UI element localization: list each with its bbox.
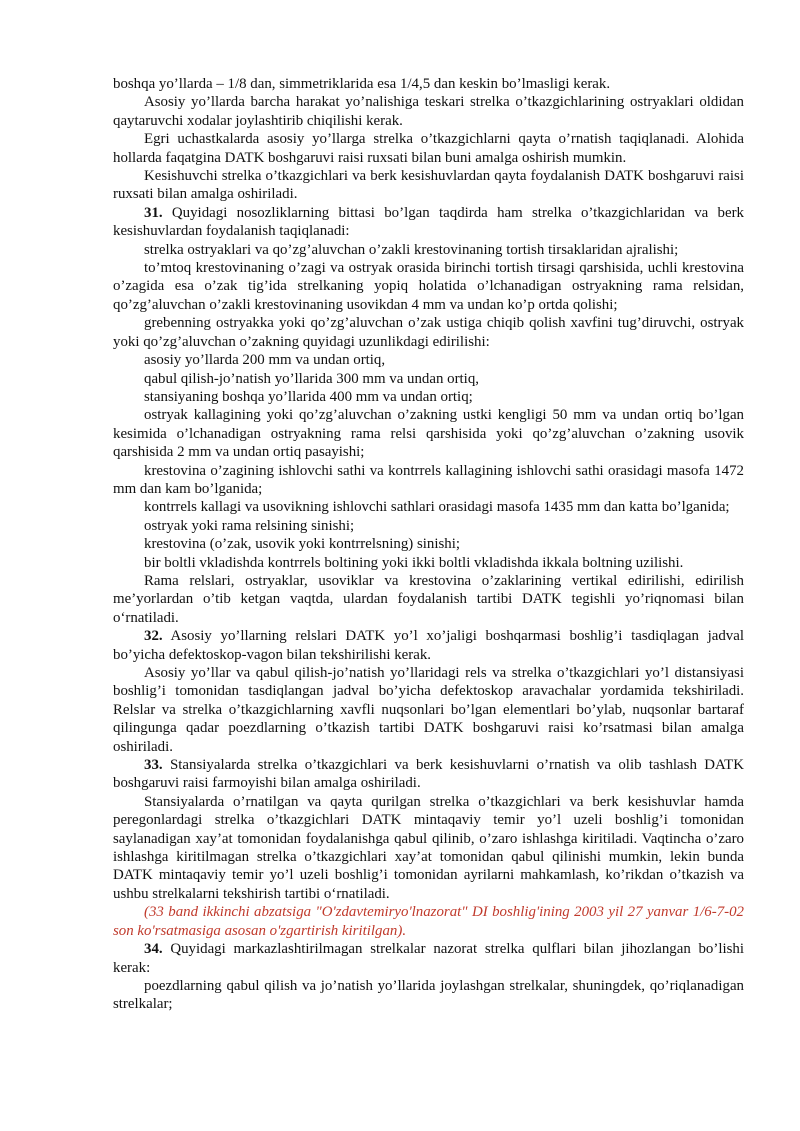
paragraph: Stansiyalarda o’rnatilgan va qayta qurilgan strelka o’tkazgichlari va berk kesishuvlar hamda peregonlardagi strelka o’tkazgichlari DATK mintaqaviy temir yo’l uzeli boshlig’i tomonidan saylanadigan xay’at tomonidan foydalanishga qabul qilinib, o’zaro ishlashga kiritiladi. Vaqtincha o’zaro ishlashga kiritilmagan strelka o’tkazgichlari xay’at tomonidan qabul qilinishi mumkin, lekin bunda DATK mintaqaviy temir yo’l uzeli boshlig’i tomonidan ayrilarni mahkamlash, ko’rikdan o’tkazish va ushbu strelkalarni tekshirish tartibi o‘rnatiladi. <box>113 793 744 902</box>
section-number: 32. <box>144 628 163 645</box>
list-item: asosiy yo’llarda 200 mm va undan ortiq, <box>144 352 386 369</box>
section-number: 34. <box>144 941 163 958</box>
list-item: poezdlarning qabul qilish va jo’natish yo’llarida joylashgan strelkalar, shuningdek, qo’riqlanadigan strelkalar; <box>113 977 744 1013</box>
list-item: grebenning ostryakka yoki qo’zg’aluvchan o’zak ustiga chiqib qolish xavfini tug’diruvchi, ostryak yoki qo’zg’aluvchan o’zakning quyidagi uzunlikdagi edirilishi: <box>113 315 744 350</box>
section-32: 32. Asosiy yo’llarning relslari DATK yo’l xo’jaligi boshqarmasi boshlig’i tasdiqlagan jadval bo’yicha defektoskop-vagon bilan tekshirilishi kerak. <box>113 628 744 663</box>
section-number: 33. <box>144 757 163 774</box>
section-34: 34. Quyidagi markazlashtirilmagan strelkalar nazorat strelka qulflari bilan jihozlangan bo’lishi kerak: <box>113 941 744 976</box>
paragraph: Rama relslari, ostryaklar, usoviklar va krestovina o’zaklarining vertikal edirilishi, edirilish me’yorlardan o’tib ketgan vaqtda, ulardan foydalanish tartibi DATK tegishli yo’riqnomasi bilan o‘rnatiladi. <box>113 572 744 626</box>
list-item: krestovina (o’zak, usovik yoki kontrrelsning) sinishi; <box>144 536 460 553</box>
section-number: 31. <box>144 204 163 221</box>
paragraph: Egri uchastkalarda asosiy yo’llarga strelka o’tkazgichlarni qayta o’rnatish taqiqlanadi. Alohida hollarda faqatgina DATK boshgaruvi raisi ruxsati bilan buni amalga oshirish mumkin. <box>113 131 744 166</box>
paragraph: Asosiy yo’llarda barcha harakat yo’nalishiga teskari strelka o’tkazgichlarining ostryaklari oldidan qaytaruvchi xodalar joylashtirib chiqilishi kerak. <box>113 94 744 129</box>
amendment-note: (33 band ikkinchi abzatsiga "O'zdavtemiryo'lnazorat" DI boshlig'ining 2003 yil 27 yanvar 1/6-7-02 son ko'rsatmasiga asosan o'zgartirish kiritilgan). <box>113 904 744 939</box>
list-item: krestovina o’zagining ishlovchi sathi va kontrrels kallagining ishlovchi sathi orasidagi masofa 1472 mm dan kam bo’lganida; <box>113 462 744 497</box>
list-item: qabul qilish-jo’natish yo’llarida 300 mm va undan ortiq, <box>144 370 479 387</box>
paragraph: Kesishuvchi strelka o’tkazgichlari va berk kesishuvlardan qayta foydalanish DATK boshgaruvi raisi ruxsati bilan amalga oshiriladi. <box>113 168 744 203</box>
list-item: to’mtoq krestovinaning o’zagi va ostryak orasida birinchi tortish tirsagi qarshisida, uchli krestovina o’zagida esa o’zak tig’ida strelkaning yopiq holatida o’lchanadigan ostryakning rama relsidan, qo’zg’aluvchan o’zakli krestovinaning usovikdan 4 mm va undan ko’p ortda qolishi; <box>113 260 744 313</box>
list-item: strelka ostryaklari va qo’zg’aluvchan o’zakli krestovinaning tortish tirsaklaridan ajralishi; <box>144 241 679 258</box>
paragraph: boshqa yo’llarda – 1/8 dan, simmetriklarida esa 1/4,5 dan keskin bo’lmasligi kerak. <box>113 76 611 92</box>
list-item: ostryak yoki rama relsining sinishi; <box>144 517 355 534</box>
paragraph: Asosiy yo’llar va qabul qilish-jo’natish yo’llaridagi rels va strelka o’tkazgichlari yo’l distansiyasi boshlig’i tomonidan tasdiqlangan jadval bo’yicha defektoskop aravachalar yordamida tekshiriladi. Relslar va strelka o’tkazgichlarning xavfli nuqsonlari bo’lgan elementlari bo’ylab, nuqsonlar bartaraf qilingunga qadar poezdlarning o’tkazish tartibi DATK boshgaruvi raisi ko’rsatmasi bilan amalga oshiriladi. <box>113 665 744 755</box>
list-item: ostryak kallagining yoki qo’zg’aluvchan o’zakning ustki kengligi 50 mm va undan ortiq bo’lgan kesimida o’lchanadigan ostryakning rama relsi qarshisida yoki qo’zg’aluvchan o’zakning usovik qarshisida 2 mm va undan ortiq pasayishi; <box>113 407 744 461</box>
section-31: 31. Quyidagi nosozliklarning bittasi bo’lgan taqdirda ham strelka o’tkazgichlaridan va berk kesishuvlardan foydalanish taqiqlanadi: <box>113 204 744 240</box>
document-page <box>113 75 744 1014</box>
list-item: bir boltli vkladishda kontrrels boltining yoki ikki boltli vkladishda ikkala boltning uzilishi. <box>144 554 684 571</box>
section-33: 33. Stansiyalarda strelka o’tkazgichlari va berk kesishuvlarni o’rnatish va olib tashlash DATK boshgaruvi raisi farmoyishi bilan amalga oshiriladi. <box>113 757 744 792</box>
list-item: kontrrels kallagi va usovikning ishlovchi sathlari orasidagi masofa 1435 mm dan katta bo’lganida; <box>144 499 730 516</box>
list-item: stansiyaning boshqa yo’llarida 400 mm va undan ortiq; <box>144 388 473 405</box>
